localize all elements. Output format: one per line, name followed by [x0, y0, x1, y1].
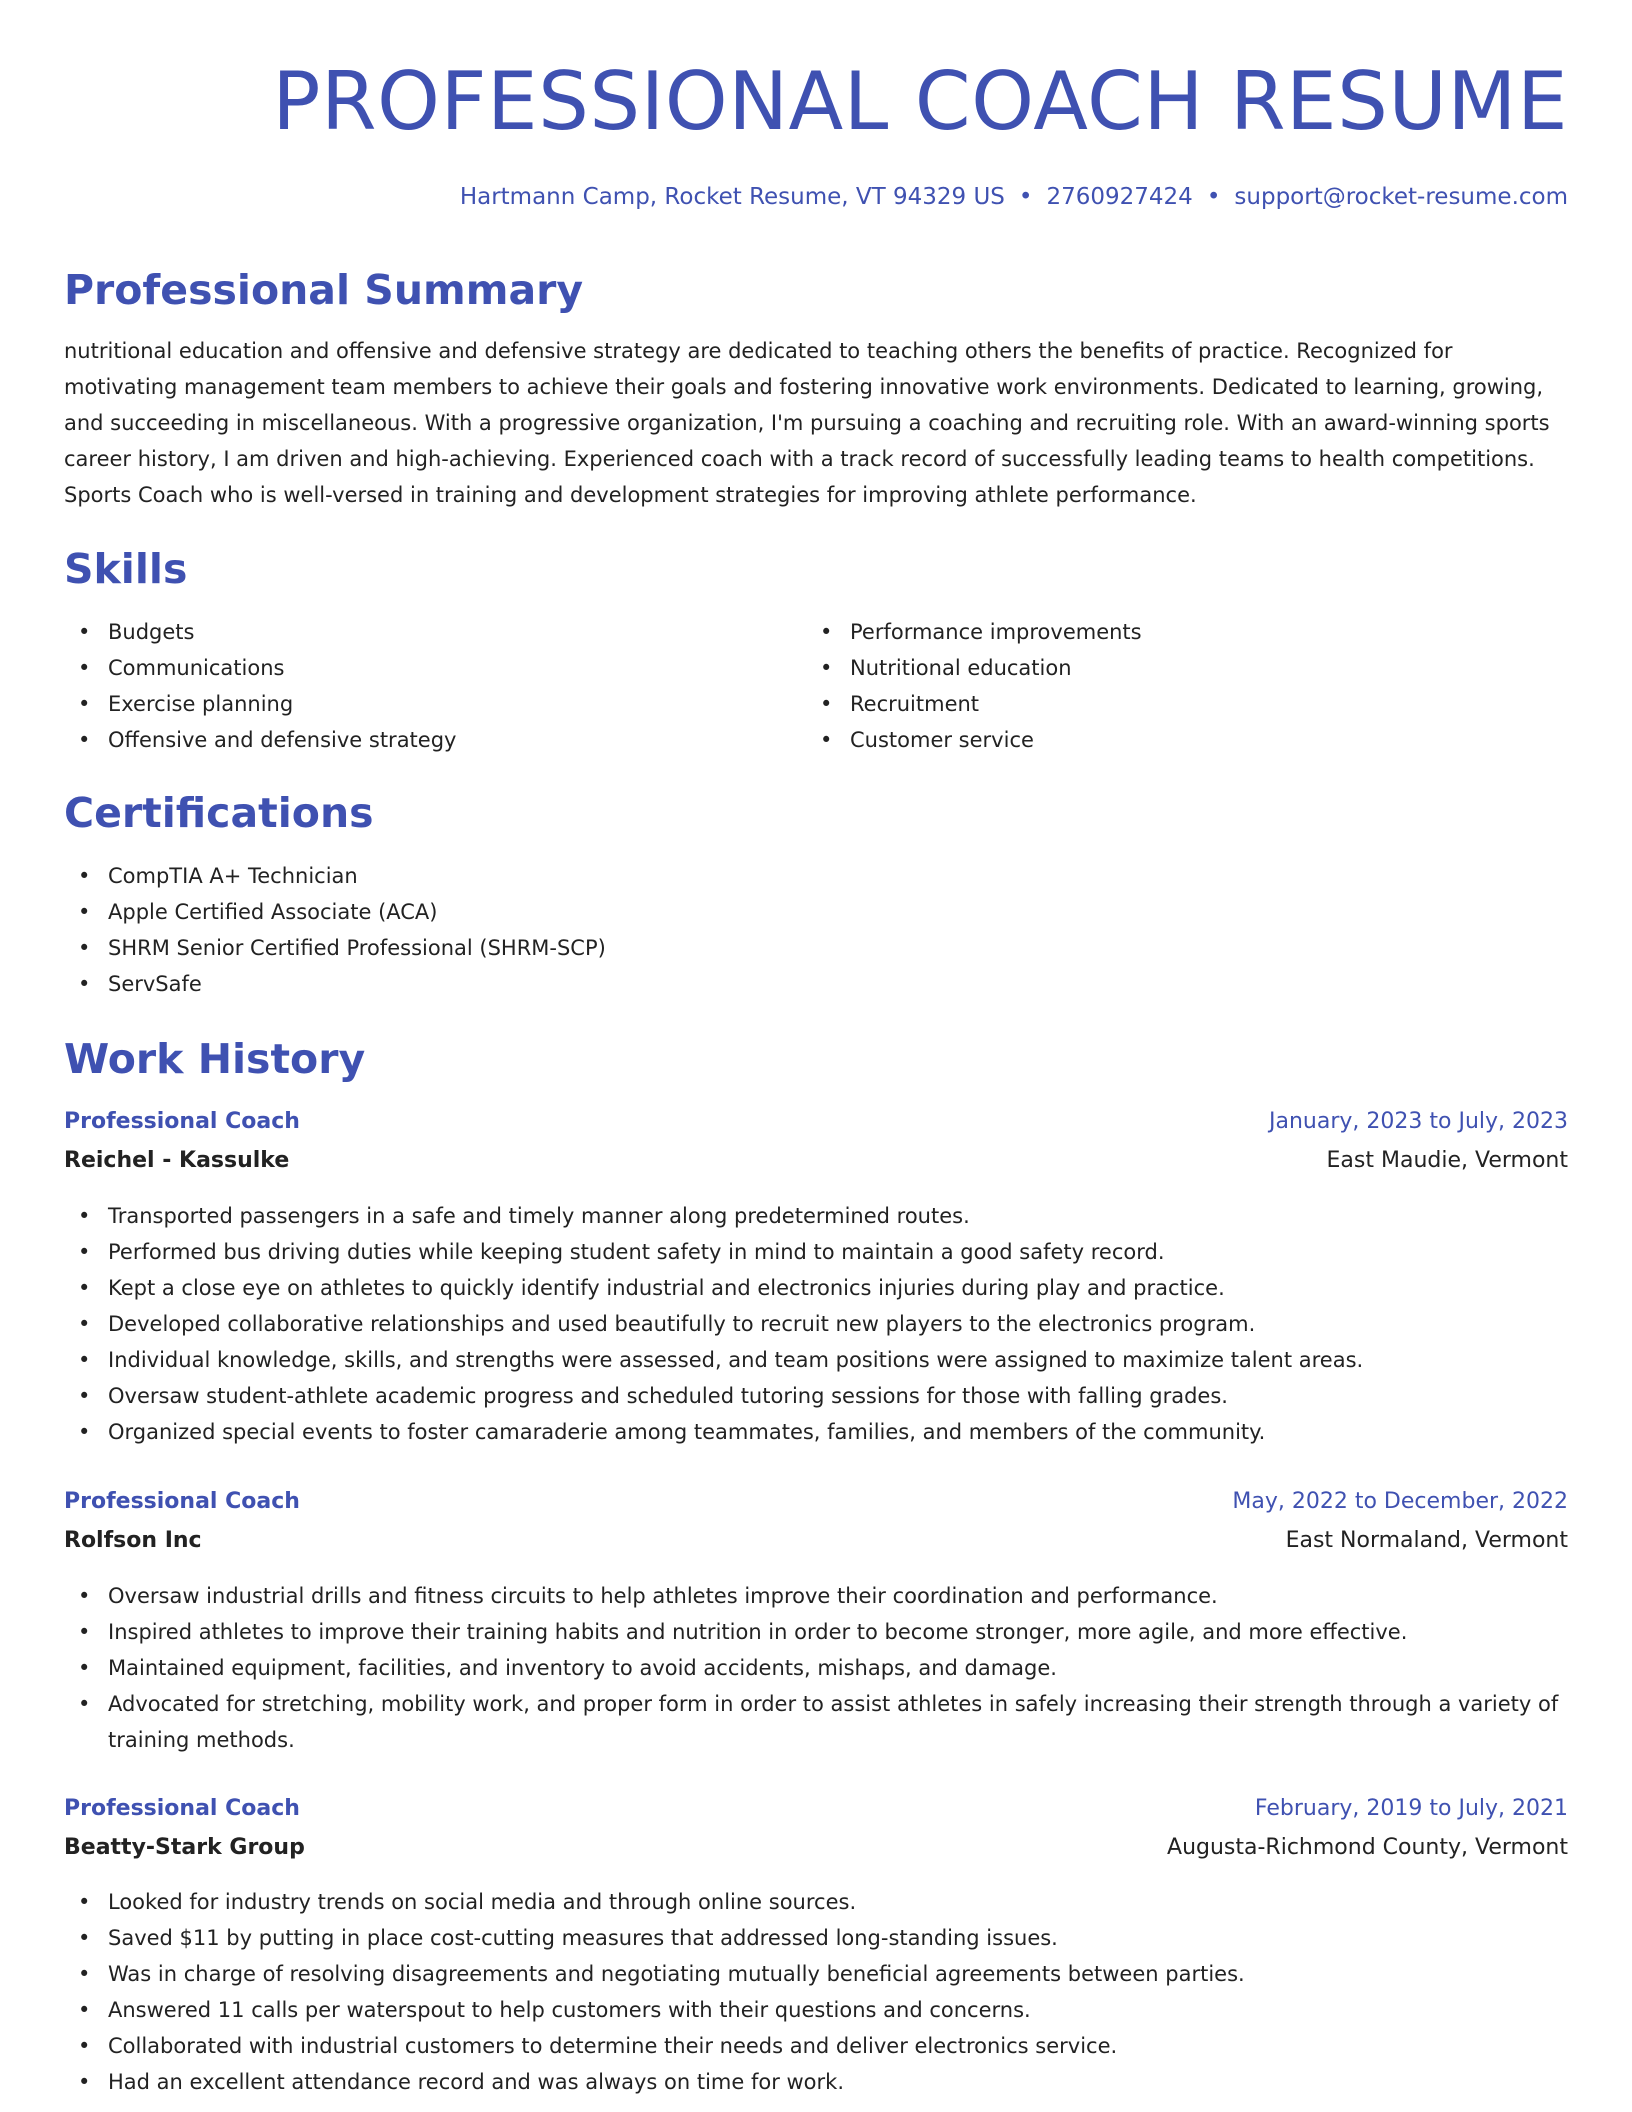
job-location: East Maudie, Vermont — [1326, 1148, 1568, 1173]
job-company: Rolfson Inc — [64, 1528, 202, 1553]
skill-item: • Offensive and defensive strategy — [64, 722, 804, 758]
job-header — [64, 1484, 1568, 1520]
job-bullet: • Kept a close eye on athletes to quickly identify industrial and electronics injuries during play and practice. — [64, 1270, 1568, 1306]
skill-item: • Communications — [64, 650, 804, 686]
contact-line — [460, 180, 1568, 214]
job-company: Reichel - Kassulke — [64, 1148, 290, 1173]
certification-item: • SHRM Senior Certified Professional (SHRM-SCP) — [64, 930, 1568, 966]
certification-item: • CompTIA A+ Technician — [64, 858, 1568, 894]
certification-item: • Apple Certified Associate (ACA) — [64, 894, 1568, 930]
job-title: Professional Coach — [64, 1489, 300, 1514]
job-subheader — [64, 1830, 1568, 1866]
job-bullets — [64, 1578, 1568, 1758]
skills-heading: Skills — [64, 545, 188, 593]
job-bullet: • Collaborated with industrial customers to determine their needs and deliver electronics service. — [64, 2028, 1568, 2064]
job-title: Professional Coach — [64, 1109, 300, 1134]
job-bullets — [64, 1884, 1568, 2100]
job-location: Augusta-Richmond County, Vermont — [1167, 1835, 1568, 1860]
work-history-heading: Work History — [64, 1035, 366, 1083]
contact-address: Hartmann Camp, Rocket Resume, VT 94329 US — [459, 184, 1005, 210]
resume-title: PROFESSIONAL COACH RESUME — [272, 55, 1568, 148]
job-bullet: • Organized special events to foster camaraderie among teammates, families, and members of the community. — [64, 1414, 1568, 1450]
job-bullet: • Was in charge of resolving disagreements and negotiating mutually beneficial agreements between parties. — [64, 1956, 1568, 1992]
skill-item: • Exercise planning — [64, 686, 804, 722]
summary-text: nutritional education and offensive and defensive strategy are dedicated to teaching others the benefits of practice. Recognized for motivating management team members to achieve their goals and fostering innovative work environments. Dedicated to learning, growing, and succeeding in miscellaneous. With a progressive organization, I'm pursuing a coaching and recruiting role. With an award-winning sports career history, I am driven and high-achieving. Experienced coach with a track record of successfully leading teams to health competitions. Sports Coach who is well-versed in training and development strategies for improving athlete performance. — [64, 339, 1550, 507]
contact-separator: • — [1206, 184, 1221, 210]
certification-item: • ServSafe — [64, 966, 1568, 1002]
job-bullets — [64, 1198, 1568, 1450]
skills-list-left — [64, 614, 804, 758]
skill-item: • Nutritional education — [806, 650, 1546, 686]
skill-item: • Performance improvements — [806, 614, 1546, 650]
job-company: Beatty-Stark Group — [64, 1835, 305, 1860]
certifications-heading: Certifications — [64, 789, 374, 837]
certifications-list — [64, 858, 1568, 1002]
job-header — [64, 1104, 1568, 1140]
job-bullet: • Answered 11 calls per waterspout to help customers with their questions and concerns. — [64, 1992, 1568, 2028]
job-bullet: • Individual knowledge, skills, and strengths were assessed, and team positions were assigned to maximize talent areas. — [64, 1342, 1568, 1378]
job-bullet: • Oversaw student-athlete academic progress and scheduled tutoring sessions for those with falling grades. — [64, 1378, 1568, 1414]
skill-item: • Budgets — [64, 614, 804, 650]
job-title: Professional Coach — [64, 1796, 300, 1821]
contact-email[interactable]: support@rocket-resume.com — [1234, 184, 1568, 210]
job-bullet: • Performed bus driving duties while keeping student safety in mind to maintain a good safety record. — [64, 1234, 1568, 1270]
job-bullet: • Oversaw industrial drills and fitness circuits to help athletes improve their coordination and performance. — [64, 1578, 1568, 1614]
contact-separator: • — [1018, 184, 1033, 210]
contact-phone[interactable]: 2760927424 — [1046, 184, 1193, 210]
resume-page — [64, 0, 1568, 2112]
job-location: East Normaland, Vermont — [1285, 1528, 1568, 1553]
job-bullet: • Transported passengers in a safe and timely manner along predetermined routes. — [64, 1198, 1568, 1234]
job-bullet: • Had an excellent attendance record and was always on time for work. — [64, 2064, 1568, 2100]
job-dates: February, 2019 to July, 2021 — [1254, 1796, 1568, 1821]
skills-list-right — [806, 614, 1546, 758]
job-bullet: • Advocated for stretching, mobility work, and proper form in order to assist athletes in safely increasing their strength through a variety of training methods. — [64, 1686, 1568, 1758]
job-bullet: • Looked for industry trends on social media and through online sources. — [64, 1884, 1568, 1920]
job-dates: January, 2023 to July, 2023 — [1269, 1109, 1568, 1134]
skill-item: • Customer service — [806, 722, 1546, 758]
job-bullet: • Saved $11 by putting in place cost-cutting measures that addressed long-standing issues. — [64, 1920, 1568, 1956]
job-subheader — [64, 1143, 1568, 1179]
job-header — [64, 1791, 1568, 1827]
job-bullet: • Developed collaborative relationships and used beautifully to recruit new players to the electronics program. — [64, 1306, 1568, 1342]
job-bullet: • Maintained equipment, facilities, and inventory to avoid accidents, mishaps, and damage. — [64, 1650, 1568, 1686]
job-dates: May, 2022 to December, 2022 — [1232, 1489, 1568, 1514]
skill-item: • Recruitment — [806, 686, 1546, 722]
summary-heading: Professional Summary — [64, 266, 584, 314]
job-subheader — [64, 1523, 1568, 1559]
job-bullet: • Inspired athletes to improve their training habits and nutrition in order to become stronger, more agile, and more effective. — [64, 1614, 1568, 1650]
